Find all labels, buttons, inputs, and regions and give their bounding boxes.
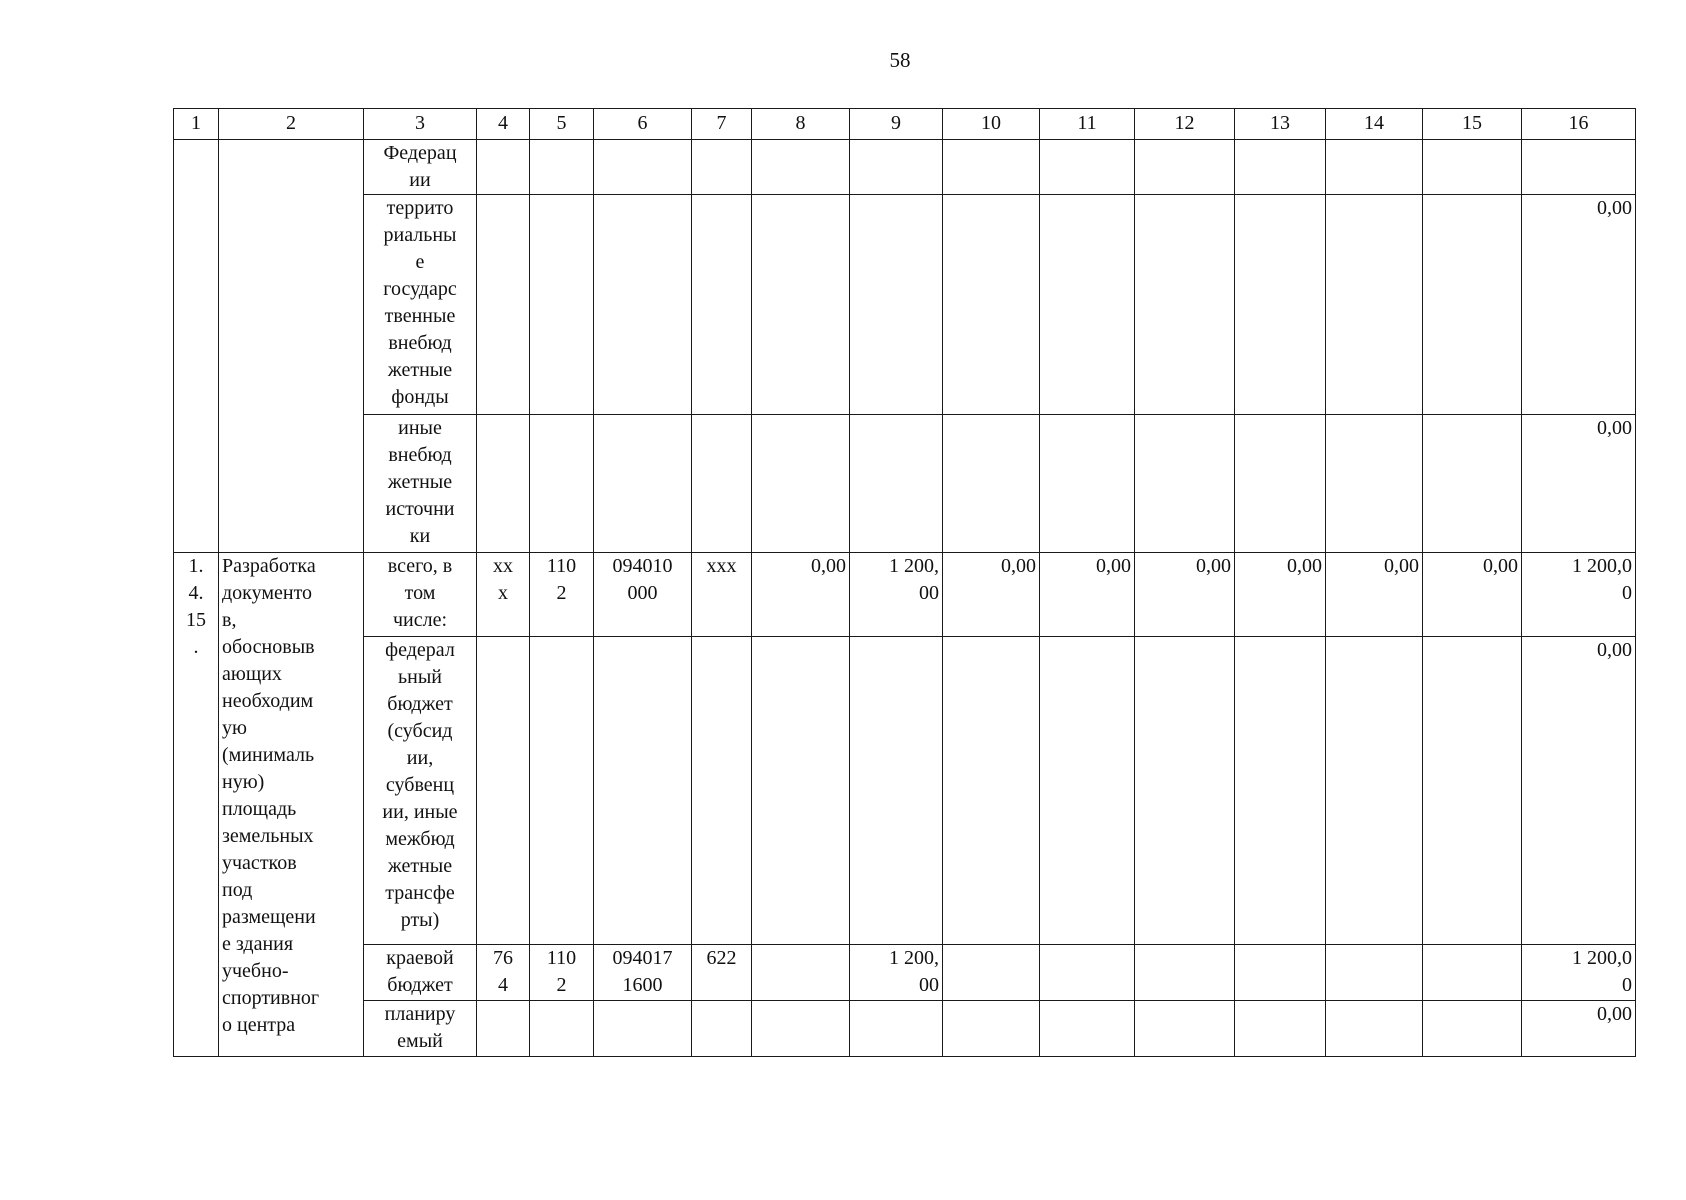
cell-empty: [594, 140, 692, 195]
page-number: 58: [889, 48, 911, 72]
grbs-cell: 76 4: [477, 945, 530, 1001]
value-cell: 1 200, 00: [850, 553, 943, 637]
total-cell: 0,00: [1522, 1001, 1636, 1057]
value-cell: 0,00: [1135, 553, 1235, 637]
rzpr-cell: 110 2: [530, 945, 594, 1001]
table-row: [174, 195, 1636, 415]
col-header: 1: [174, 109, 219, 140]
item-description: Разработка документо в, обосновыв ающих необходим ую (минималь ную) площадь земельных участков под размещени е здания учебно- спортивног о центра: [219, 553, 364, 1057]
cell-empty: [1423, 415, 1522, 553]
table-row: [174, 637, 1636, 945]
cell-empty: [1326, 945, 1423, 1001]
cell-empty: [1423, 1001, 1522, 1057]
cell-empty: [594, 415, 692, 553]
source-label: террито риальны е государс твенные внебюд жетные фонды: [364, 195, 477, 415]
col-header: 15: [1423, 109, 1522, 140]
cell-empty: [752, 1001, 850, 1057]
cell-empty: [692, 195, 752, 415]
cell-empty: [530, 140, 594, 195]
value-cell: 0,00: [1235, 553, 1326, 637]
col-header: 4: [477, 109, 530, 140]
cell-empty: [1326, 637, 1423, 945]
value-cell: 0,00: [1040, 553, 1135, 637]
col-header: 8: [752, 109, 850, 140]
total-cell: [1522, 140, 1636, 195]
cell-empty: [850, 195, 943, 415]
cell-empty: [1135, 415, 1235, 553]
cell-empty: [1040, 415, 1135, 553]
grbs-cell: хх х: [477, 553, 530, 637]
col-header: 6: [594, 109, 692, 140]
cell-empty: [692, 415, 752, 553]
cell-empty: [943, 415, 1040, 553]
cell-empty: [850, 637, 943, 945]
cell-empty: [692, 140, 752, 195]
col-header: 10: [943, 109, 1040, 140]
cell-empty: [219, 140, 364, 553]
cell-empty: [1135, 195, 1235, 415]
col-header: 5: [530, 109, 594, 140]
cell-empty: [1235, 945, 1326, 1001]
cell-empty: [752, 195, 850, 415]
col-header: 3: [364, 109, 477, 140]
column-number-row: [174, 109, 1636, 140]
cell-empty: [1135, 1001, 1235, 1057]
cell-empty: [1135, 140, 1235, 195]
cell-empty: [692, 1001, 752, 1057]
source-label: Федерац ии: [364, 140, 477, 195]
value-cell: 0,00: [752, 553, 850, 637]
budget-table: [173, 108, 1636, 1057]
cell-empty: [943, 637, 1040, 945]
cell-empty: [1326, 1001, 1423, 1057]
cell-empty: [1235, 195, 1326, 415]
cell-empty: [1135, 637, 1235, 945]
cell-empty: [752, 415, 850, 553]
total-cell: 1 200,0 0: [1522, 553, 1636, 637]
total-cell: 0,00: [1522, 637, 1636, 945]
total-cell: 0,00: [1522, 415, 1636, 553]
value-cell: 0,00: [943, 553, 1040, 637]
cell-empty: [477, 637, 530, 945]
cell-empty: [530, 637, 594, 945]
cell-empty: [477, 140, 530, 195]
csr-cell: 094010 000: [594, 553, 692, 637]
cell-empty: [1040, 945, 1135, 1001]
col-header: 11: [1040, 109, 1135, 140]
cell-empty: [594, 1001, 692, 1057]
col-header: 12: [1135, 109, 1235, 140]
cell-empty: [530, 415, 594, 553]
cell-empty: [1423, 140, 1522, 195]
cell-empty: [174, 140, 219, 553]
cell-empty: [850, 1001, 943, 1057]
value-cell: 1 200, 00: [850, 945, 943, 1001]
cell-empty: [477, 415, 530, 553]
cell-empty: [477, 195, 530, 415]
col-header: 13: [1235, 109, 1326, 140]
cell-empty: [1235, 637, 1326, 945]
col-header: 2: [219, 109, 364, 140]
source-label: федерал ьный бюджет (субсид ии, субвенц ии, иные межбюд жетные трансфе рты): [364, 637, 477, 945]
cell-empty: [1235, 140, 1326, 195]
cell-empty: [943, 195, 1040, 415]
total-cell: 0,00: [1522, 195, 1636, 415]
cell-empty: [1423, 637, 1522, 945]
cell-empty: [943, 945, 1040, 1001]
cell-empty: [530, 1001, 594, 1057]
cell-empty: [850, 140, 943, 195]
table-row: [174, 415, 1636, 553]
table-row: [174, 1001, 1636, 1057]
cell-empty: [1040, 637, 1135, 945]
cell-empty: [1423, 945, 1522, 1001]
cell-empty: [752, 637, 850, 945]
cell-empty: [752, 140, 850, 195]
cell-empty: [1326, 415, 1423, 553]
col-header: 14: [1326, 109, 1423, 140]
cell-empty: [594, 195, 692, 415]
total-cell: 1 200,0 0: [1522, 945, 1636, 1001]
col-header: 16: [1522, 109, 1636, 140]
source-label: иные внебюд жетные источни ки: [364, 415, 477, 553]
cell-empty: [1040, 195, 1135, 415]
cell-empty: [477, 1001, 530, 1057]
cell-empty: [1040, 140, 1135, 195]
table-row: [174, 553, 1636, 637]
cell-empty: [1326, 140, 1423, 195]
source-label: всего, в том числе:: [364, 553, 477, 637]
source-label: планиру емый: [364, 1001, 477, 1057]
col-header: 7: [692, 109, 752, 140]
vr-cell: ххх: [692, 553, 752, 637]
cell-empty: [850, 415, 943, 553]
cell-empty: [594, 637, 692, 945]
cell-empty: [1423, 195, 1522, 415]
value-cell: 0,00: [1326, 553, 1423, 637]
cell-empty: [1235, 1001, 1326, 1057]
cell-empty: [1040, 1001, 1135, 1057]
table-row: [174, 140, 1636, 195]
value-cell: 0,00: [1423, 553, 1522, 637]
cell-empty: [692, 637, 752, 945]
table-row: [174, 945, 1636, 1001]
cell-empty: [943, 140, 1040, 195]
cell-empty: [1135, 945, 1235, 1001]
cell-empty: [752, 945, 850, 1001]
cell-empty: [1326, 195, 1423, 415]
cell-empty: [1235, 415, 1326, 553]
cell-empty: [530, 195, 594, 415]
rzpr-cell: 110 2: [530, 553, 594, 637]
item-number: 1. 4. 15 .: [174, 553, 219, 1057]
cell-empty: [943, 1001, 1040, 1057]
source-label: краевой бюджет: [364, 945, 477, 1001]
csr-cell: 094017 1600: [594, 945, 692, 1001]
vr-cell: 622: [692, 945, 752, 1001]
col-header: 9: [850, 109, 943, 140]
